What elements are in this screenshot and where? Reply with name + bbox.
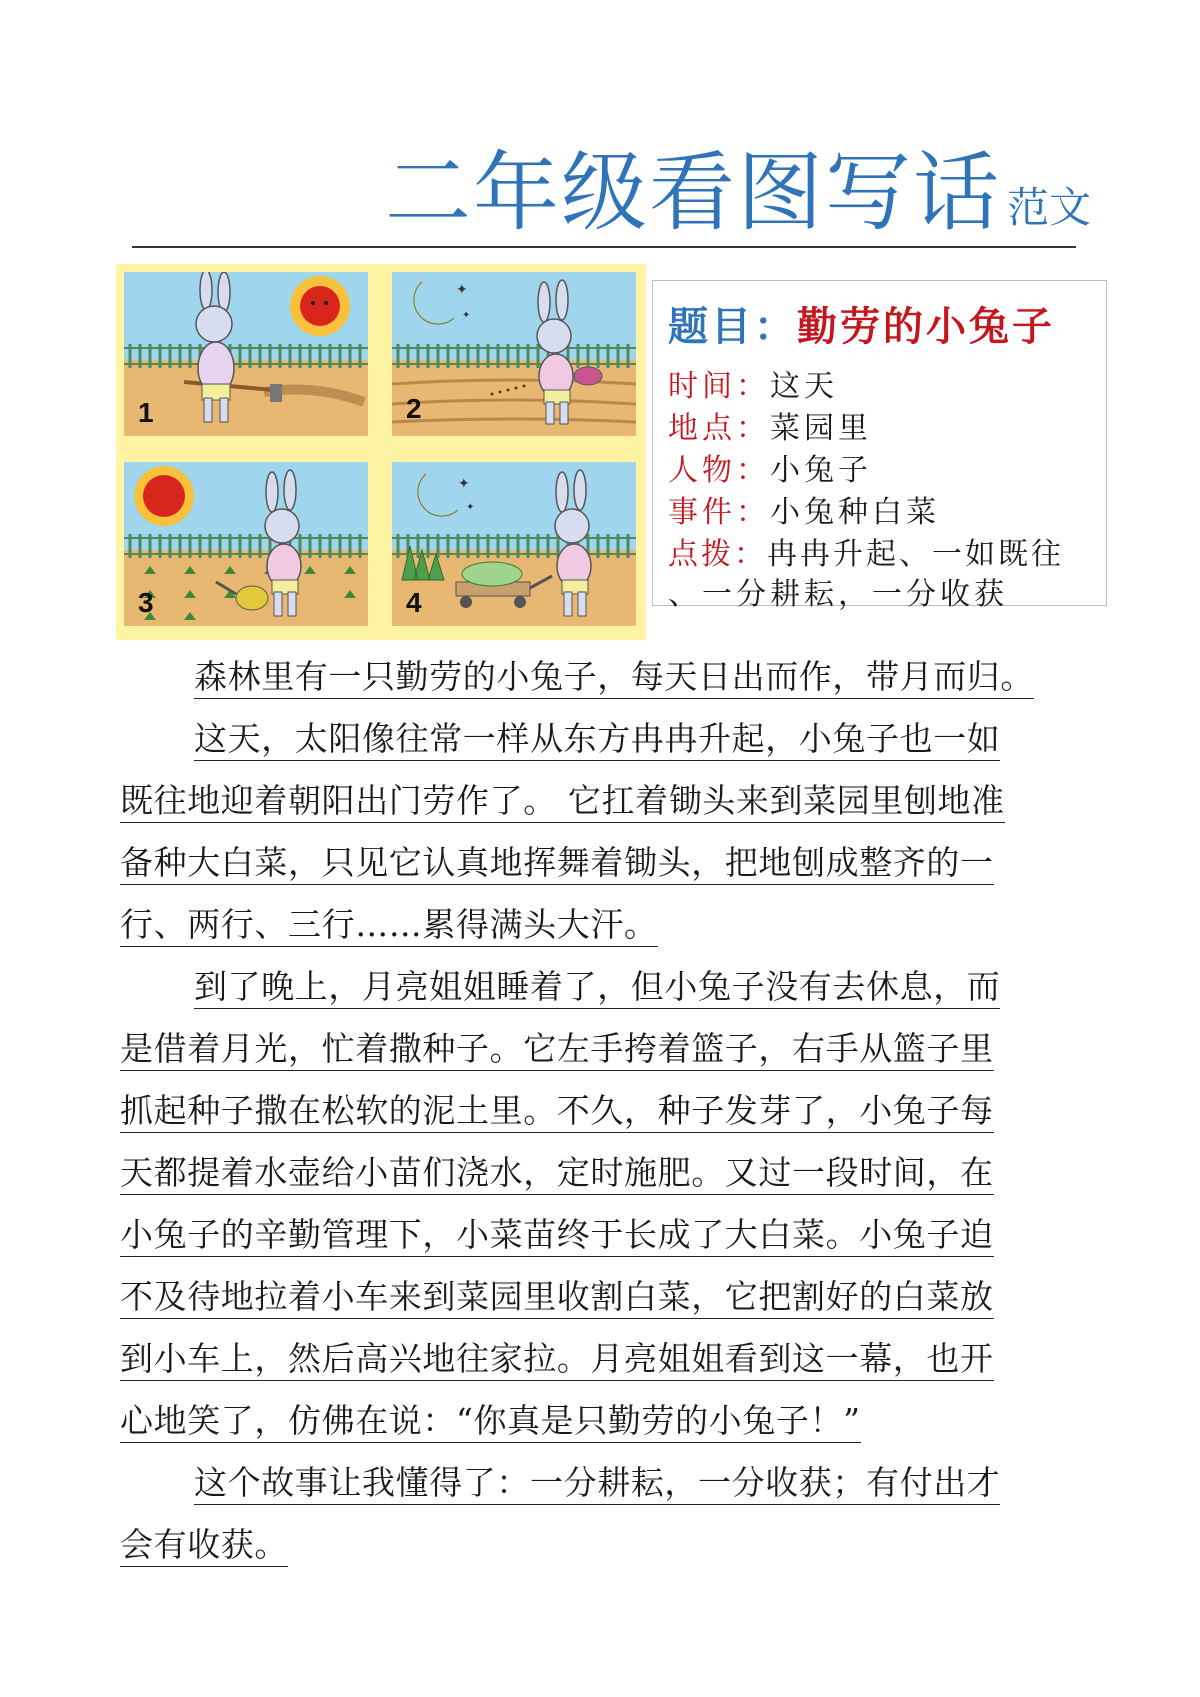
essay-line xyxy=(120,1204,1075,1266)
info-tips-continued: 、一分耕耘，一分收获 xyxy=(668,577,1008,612)
svg-text:1: 1 xyxy=(138,397,154,428)
essay-line xyxy=(120,956,1075,1018)
essay-text: 小兔子的辛勤管理下，小菜苗终于长成了大白菜。小兔子迫 xyxy=(120,1215,994,1257)
essay-text: 到小车上，然后高兴地往家拉。月亮姐姐看到这一幕，也开 xyxy=(120,1339,994,1381)
essay-text: 这天，太阳像往常一样从东方冉冉升起，小兔子也一如 xyxy=(194,719,1000,761)
essay-text: 既往地迎着朝阳出门劳作了。 它扛着锄头来到菜园里刨地准 xyxy=(120,781,1005,823)
info-value: 菜园里 xyxy=(770,411,872,446)
essay-text: 不及待地拉着小车来到菜园里收割白菜，它把割好的白菜放 xyxy=(120,1277,994,1319)
info-value: 小兔子 xyxy=(770,453,872,488)
info-title-label: 题目： xyxy=(668,303,797,350)
svg-text:✦: ✦ xyxy=(462,310,471,321)
essay-line xyxy=(120,1390,1075,1452)
essay-line xyxy=(120,1452,1075,1514)
essay-text: 抓起种子撒在松软的泥土里。不久，种子发芽了，小兔子每 xyxy=(120,1091,994,1133)
essay-text: 行、两行、三行……累得满头大汗。 xyxy=(120,905,658,947)
info-row-tips xyxy=(668,529,1064,573)
essay-text: 这个故事让我懂得了：一分耕耘，一分收获；有付出才 xyxy=(194,1463,1000,1505)
essay-text: 是借着月光，忙着撒种子。它左手挎着篮子，右手从篮子里 xyxy=(120,1029,994,1071)
comic-panel-3 xyxy=(124,462,368,626)
essay-text: 天都提着水壶给小苗们浇水，定时施肥。又过一段时间，在 xyxy=(120,1153,994,1195)
essay-text: 到了晚上，月亮姐姐睡着了，但小兔子没有去休息，而 xyxy=(194,967,1000,1009)
sun-icon xyxy=(290,276,350,336)
svg-text:3: 3 xyxy=(138,587,154,618)
essay-body xyxy=(120,646,1075,1576)
essay-line xyxy=(120,832,1075,894)
info-title xyxy=(668,295,1055,352)
info-key: 事件： xyxy=(668,495,770,530)
page-title xyxy=(385,143,1092,243)
info-row-character xyxy=(668,445,872,489)
svg-text:✦: ✦ xyxy=(456,282,468,298)
comic-panel-4 xyxy=(392,462,636,626)
title-divider xyxy=(132,246,1076,248)
info-key: 点拨： xyxy=(668,537,767,572)
sun-icon xyxy=(134,466,194,526)
svg-text:4: 4 xyxy=(406,587,422,618)
comic-strip xyxy=(116,264,646,640)
page-title-main: 二年级看图写话 xyxy=(385,143,1001,243)
essay-line xyxy=(120,894,1075,956)
essay-text: 备种大白菜，只见它认真地挥舞着锄头，把地刨成整齐的一 xyxy=(120,843,994,885)
essay-line xyxy=(120,1142,1075,1204)
info-key: 时间： xyxy=(668,369,770,404)
info-value: 这天 xyxy=(770,369,838,404)
info-row-time xyxy=(668,361,838,405)
essay-line xyxy=(120,1080,1075,1142)
page-title-sub: 范文 xyxy=(1007,183,1092,232)
essay-line xyxy=(120,1266,1075,1328)
svg-text:2: 2 xyxy=(406,393,422,424)
info-box xyxy=(652,280,1107,612)
essay-line xyxy=(120,1018,1075,1080)
comic-panel-1 xyxy=(124,272,368,436)
essay-text: 心地笑了，仿佛在说：“你真是只勤劳的小兔子！” xyxy=(120,1401,861,1443)
info-key: 人物： xyxy=(668,453,770,488)
info-row-event xyxy=(668,487,940,531)
essay-line xyxy=(120,646,1075,708)
essay-line xyxy=(120,708,1075,770)
comic-panel-2 xyxy=(392,272,636,436)
essay-line xyxy=(120,1514,1075,1576)
essay-text: 森林里有一只勤劳的小兔子，每天日出而作，带月而归。 xyxy=(194,657,1034,699)
info-key: 地点： xyxy=(668,411,770,446)
info-title-value: 勤劳的小兔子 xyxy=(797,303,1055,350)
info-value: 冉冉升起、一如既往 xyxy=(767,537,1064,572)
essay-line xyxy=(120,1328,1075,1390)
svg-text:✦: ✦ xyxy=(458,476,470,492)
essay-line xyxy=(120,770,1075,832)
svg-text:✦: ✦ xyxy=(466,502,475,513)
info-value: 小兔种白菜 xyxy=(770,495,940,530)
essay-text: 会有收获。 xyxy=(120,1525,288,1567)
info-row-place xyxy=(668,403,872,447)
